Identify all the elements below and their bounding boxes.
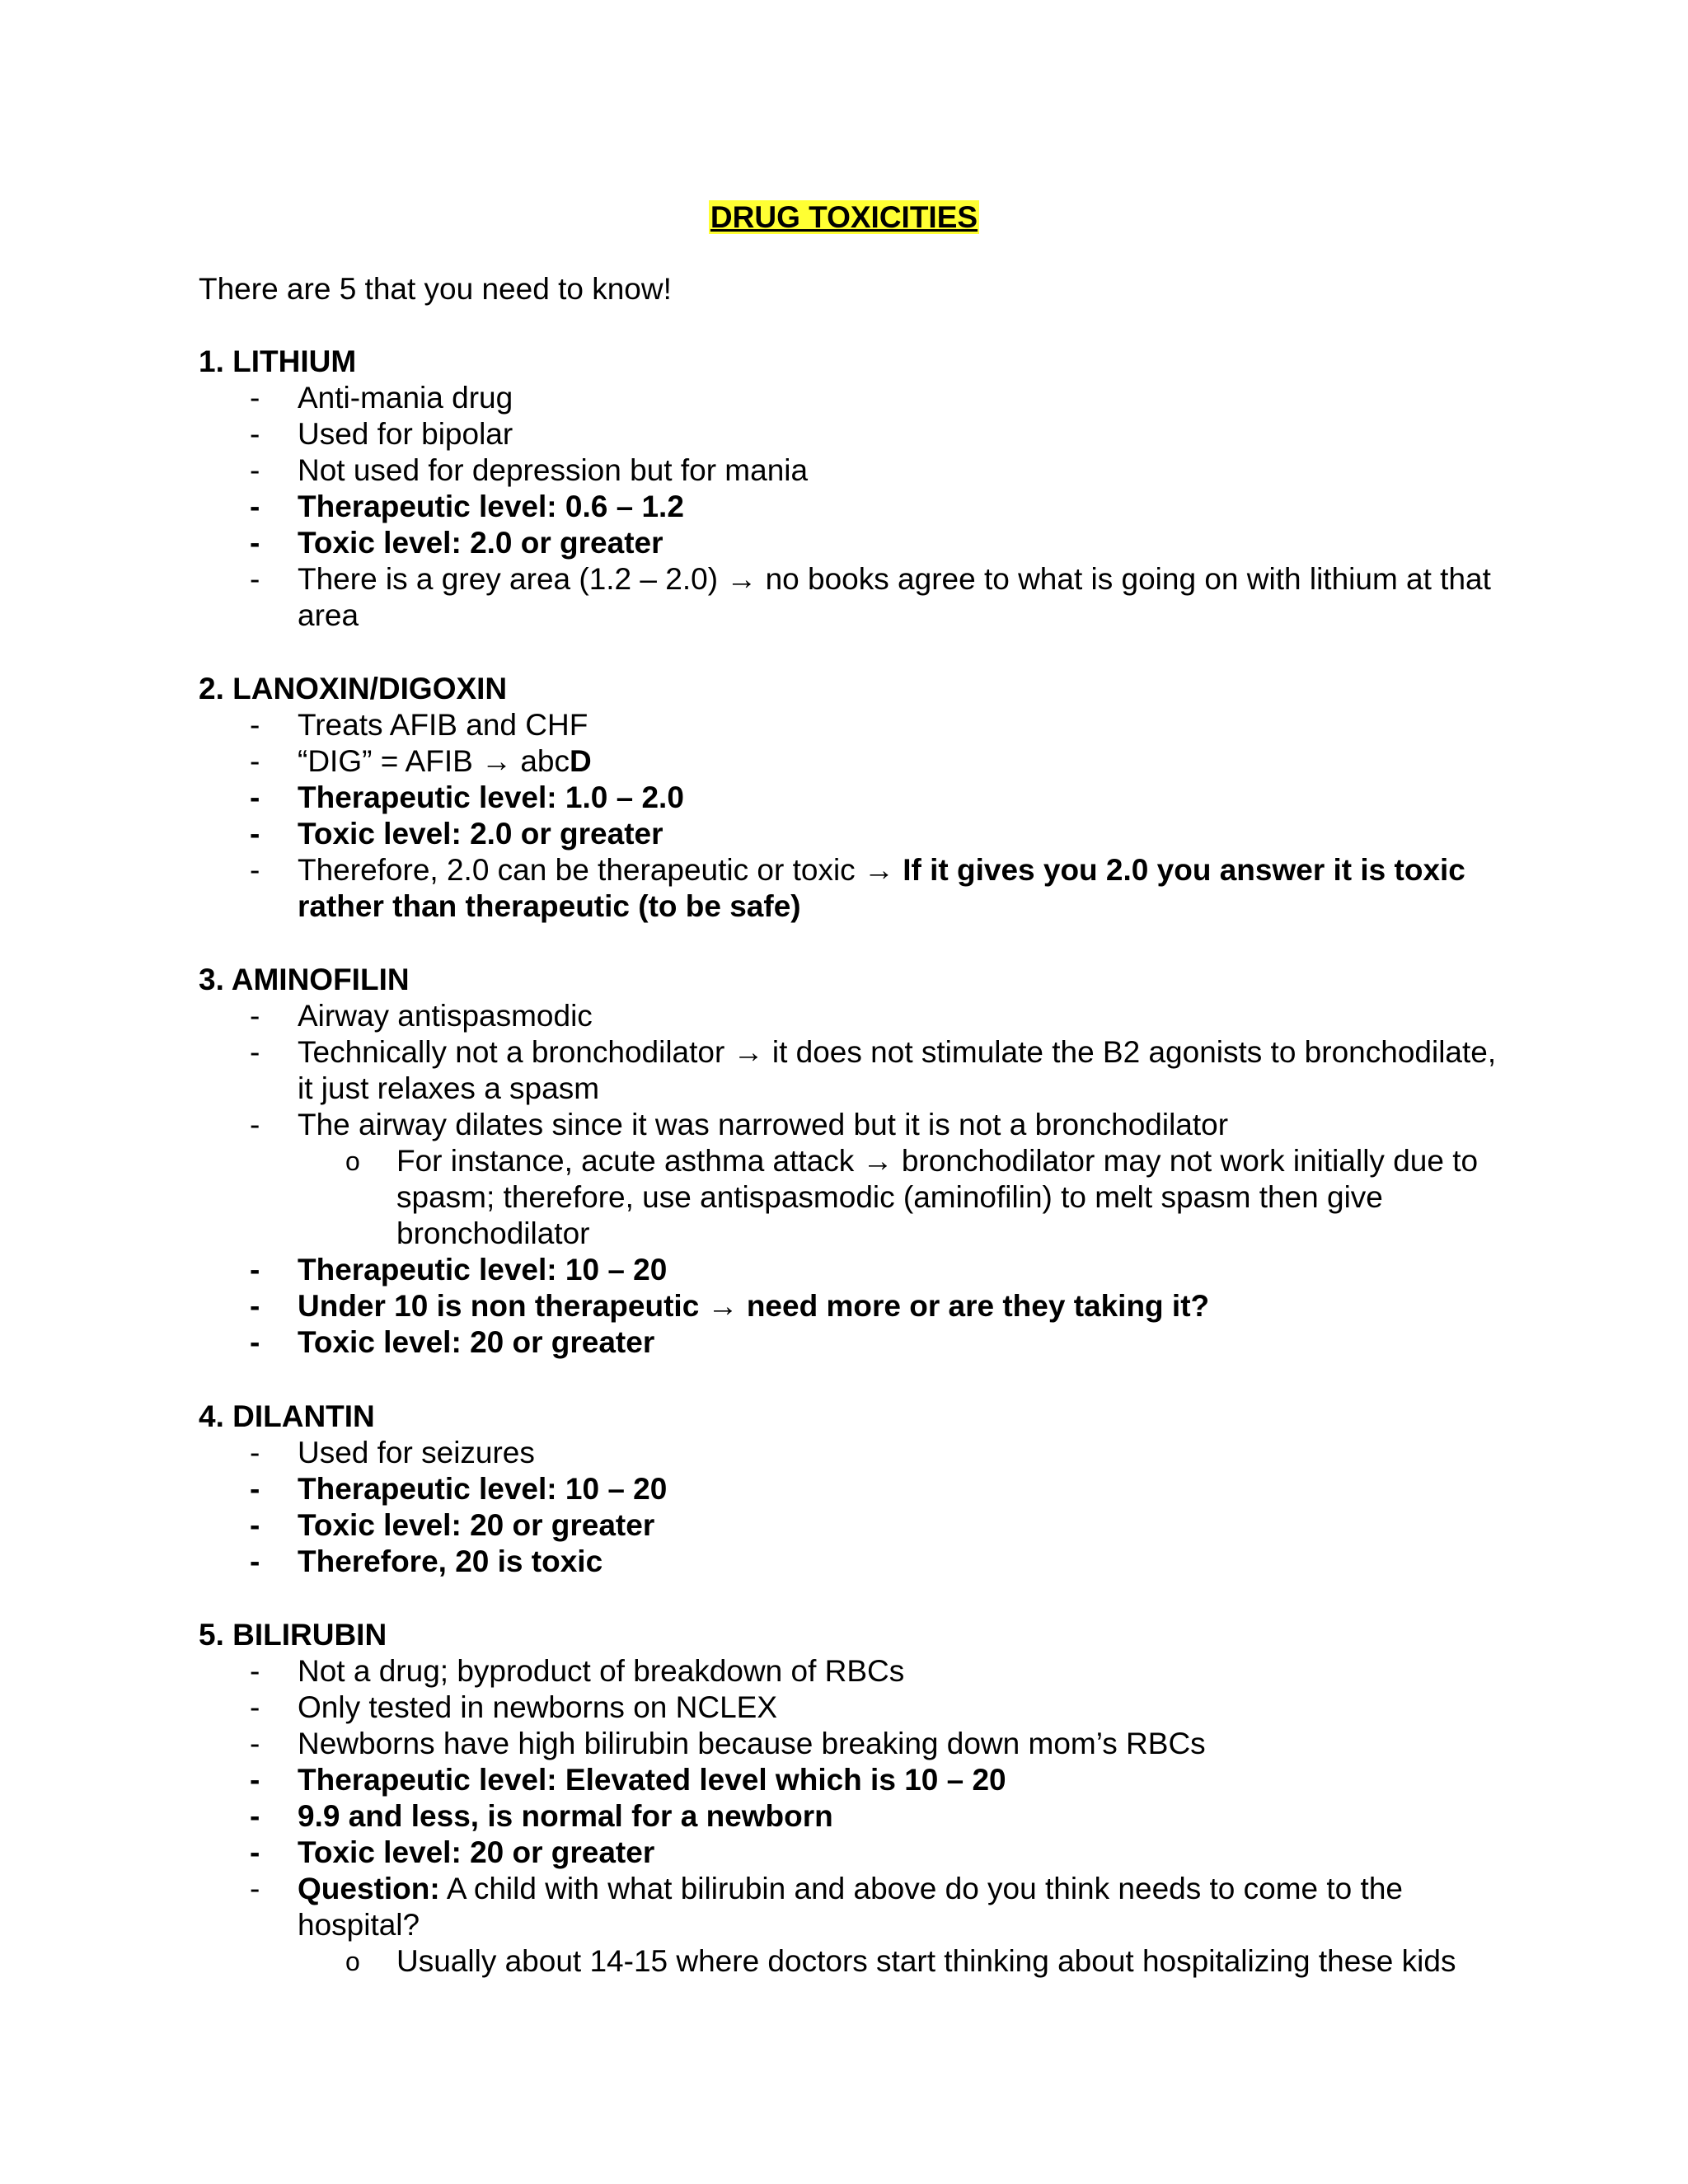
list-item: - Therapeutic level: 10 – 20 [250, 1472, 668, 1506]
sub-list-item: o For instance, acute asthma attack → bronchodilator may not work initially due to spasm; therefore, use antispasmodic (aminofilin) to melt spasm then give bronchodilator [345, 1144, 1479, 1250]
list-item: - Toxic level: 2.0 or greater [250, 817, 663, 851]
list-item: - Not a drug; byproduct of breakdown of RBCs [250, 1654, 905, 1688]
list-item: - Toxic level: 20 or greater [250, 1508, 655, 1542]
list-item: - Toxic level: 20 or greater [250, 1325, 655, 1359]
list-item: - Used for bipolar [250, 417, 513, 451]
list-item: - Therapeutic level: 1.0 – 2.0 [250, 780, 684, 814]
section-heading: 5. BILIRUBIN [199, 1618, 387, 1652]
section-heading: 3. AMINOFILIN [199, 963, 410, 996]
list-item: - 9.9 and less, is normal for a newborn [250, 1799, 833, 1833]
list-item: - Only tested in newborns on NCLEX [250, 1690, 778, 1724]
list-item: - “DIG” = AFIB → abcD [250, 744, 592, 778]
list-item: - Therefore, 2.0 can be therapeutic or toxic → If it gives you 2.0 you answer it is toxic rather than therapeutic (to be safe) [250, 853, 1465, 923]
section-heading: 4. DILANTIN [199, 1399, 375, 1433]
list-item: - Not used for depression but for mania [250, 453, 809, 487]
list-item: - Used for seizures [250, 1436, 535, 1469]
section-aminofilin [199, 962, 1509, 1361]
section-heading: 2. LANOXIN/DIGOXIN [199, 672, 508, 705]
sub-list-item: o Usually about 14-15 where doctors start thinking about hospitalizing these kids [345, 1944, 1456, 1978]
list-item: - Treats AFIB and CHF [250, 708, 588, 742]
list-item: - There is a grey area (1.2 – 2.0) → no books agree to what is going on with lithium at that area [250, 562, 1491, 632]
list-item: - Toxic level: 20 or greater [250, 1835, 655, 1869]
section-dilantin [199, 1399, 1509, 1580]
section-bilirubin [199, 1617, 1509, 1980]
section-heading: 1. LITHIUM [199, 344, 357, 378]
list-item: - Anti-mania drug [250, 381, 513, 415]
section-lithium [199, 344, 1509, 634]
page-title: DRUG TOXICITIES [710, 200, 978, 234]
list-item: - Therapeutic level: Elevated level which is 10 – 20 [250, 1763, 1006, 1797]
list-item: - Question: A child with what bilirubin and above do you think needs to come to the hospital? [250, 1872, 1403, 1942]
list-item: - Therapeutic level: 0.6 – 1.2 [250, 490, 684, 523]
section-lanoxin-digoxin [199, 671, 1509, 925]
list-item: - Therefore, 20 is toxic [250, 1544, 603, 1578]
intro-text: There are 5 that you need to know! [199, 272, 672, 306]
list-item: - Toxic level: 2.0 or greater [250, 526, 663, 560]
list-item: - Airway antispasmodic [250, 999, 593, 1033]
list-item: - Newborns have high bilirubin because breaking down mom’s RBCs [250, 1727, 1206, 1760]
list-item: - Under 10 is non therapeutic → need more or are they taking it? [250, 1289, 1210, 1323]
list-item: - Therapeutic level: 10 – 20 [250, 1253, 668, 1286]
list-item: - The airway dilates since it was narrowed but it is not a bronchodilator [250, 1108, 1229, 1141]
list-item: - Technically not a bronchodilator → it does not stimulate the B2 agonists to bronchodilate, it just relaxes a spasm [250, 1035, 1497, 1105]
